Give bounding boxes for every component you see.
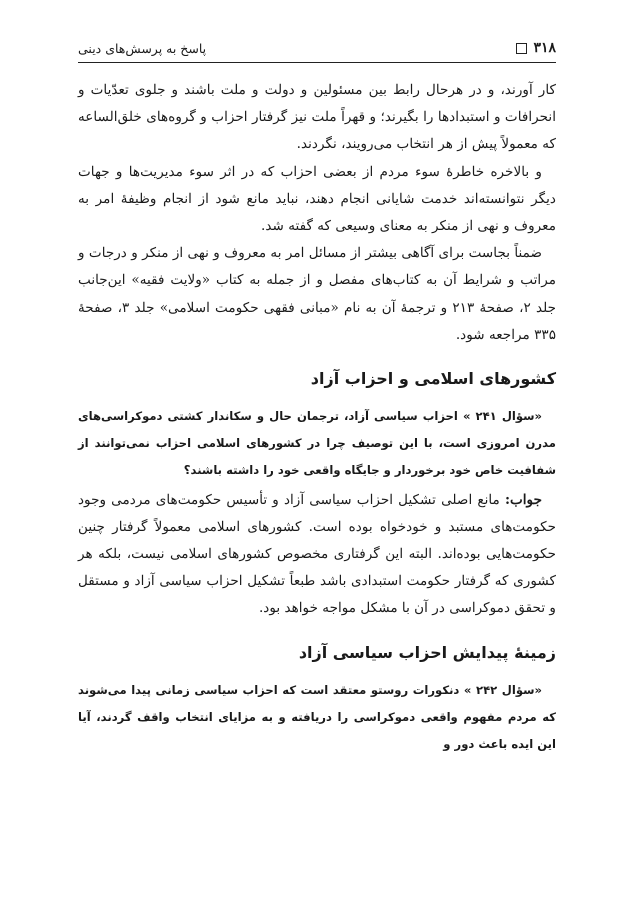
page-number: ۳۱۸ [533, 40, 556, 56]
answer-text: مانع اصلی تشکیل احزاب سیاسی آزاد و تأسیس حکومت‌های مردمی وجود حکومت‌های مستبد و خودخواه بوده است. کشورهای اسلامی معمولاً گرفتار چنین حکومت‌هایی بوده‌اند. البته این گرفتاری مخصوص کشورهای اسلامی نیست، بلکه هر کشوری که گرفتار حکومت استبدادی باشد طبعاً تشکیل احزاب سیاسی آزاد و مستقل و تحقق دموکراسی در آن با مشکل مواجه خواهد بود. [78, 491, 556, 617]
section-heading-islamic-countries: کشورهای اسلامی و احزاب آزاد [310, 369, 556, 389]
paragraph: و بالاخره خاطرهٔ سوء مردم از بعضی احزاب که در اثر سوء مدیریت‌ها و جهات دیگر نتوانسته‌اند خدمت شایانی انجام دهند، نباید مانع شود از انجام وظیفهٔ امر به معروف و نهی از منکر به معنای وسیعی که گفته شد. [78, 163, 556, 235]
paragraph-continued: کار آورند، و در هرحال رابط بین مسئولین و دولت و ملت باشند و جلوی تعدّیات و انحرافات و استبدادها را بگیرند؛ و قهراً ملت نیز گرفتار احزاب و گروه‌های خلق‌الساعه که معمولاً پیش از هر انتخاب می‌رویند، نگردند. [78, 82, 556, 153]
section-heading-party-origins: زمینهٔ پیدایش احزاب سیاسی آزاد [298, 642, 556, 662]
running-title: پاسخ به پرسش‌های دینی [78, 40, 207, 56]
answer-241 [78, 487, 556, 623]
running-header [78, 38, 556, 63]
square-bullet-icon [516, 43, 527, 54]
book-page [78, 38, 556, 758]
question-241: «سؤال ۲۴۱ » احزاب سیاسی آزاد، ترجمان حال و سکاندار کشتی دموکراسی‌های مدرن امروزی است، با این توصیف چرا در کشورهای اسلامی احزاب نمی‌توانند از شفافیت خاص خود برخوردار و جایگاه واقعی خود را داشته باشند؟ [78, 409, 556, 478]
paragraph: ضمناً بجاست برای آگاهی بیشتر از مسائل امر به معروف و نهی از منکر و درجات و مراتب و شرایط آن به کتاب‌های مفصل و از جمله به کتاب «ولایت فقیه» این‌جانب جلد ۲، صفحهٔ ۲۱۳ و ترجمهٔ آن به نام «مبانی فقهی حکومت اسلامی» جلد ۳، صفحهٔ ۳۳۵ مراجعه شود. [78, 245, 556, 343]
question-242: «سؤال ۲۴۲ » دنکورات روستو معتقد است که احزاب سیاسی زمانی پیدا می‌شوند که مردم مفهوم واقعی دموکراسی را دریافته و به مزایای انتخاب واقف گردند، آیا این ایده باعث دور و [78, 682, 556, 752]
answer-label: جواب: [504, 491, 542, 508]
page-number-block [516, 40, 556, 56]
